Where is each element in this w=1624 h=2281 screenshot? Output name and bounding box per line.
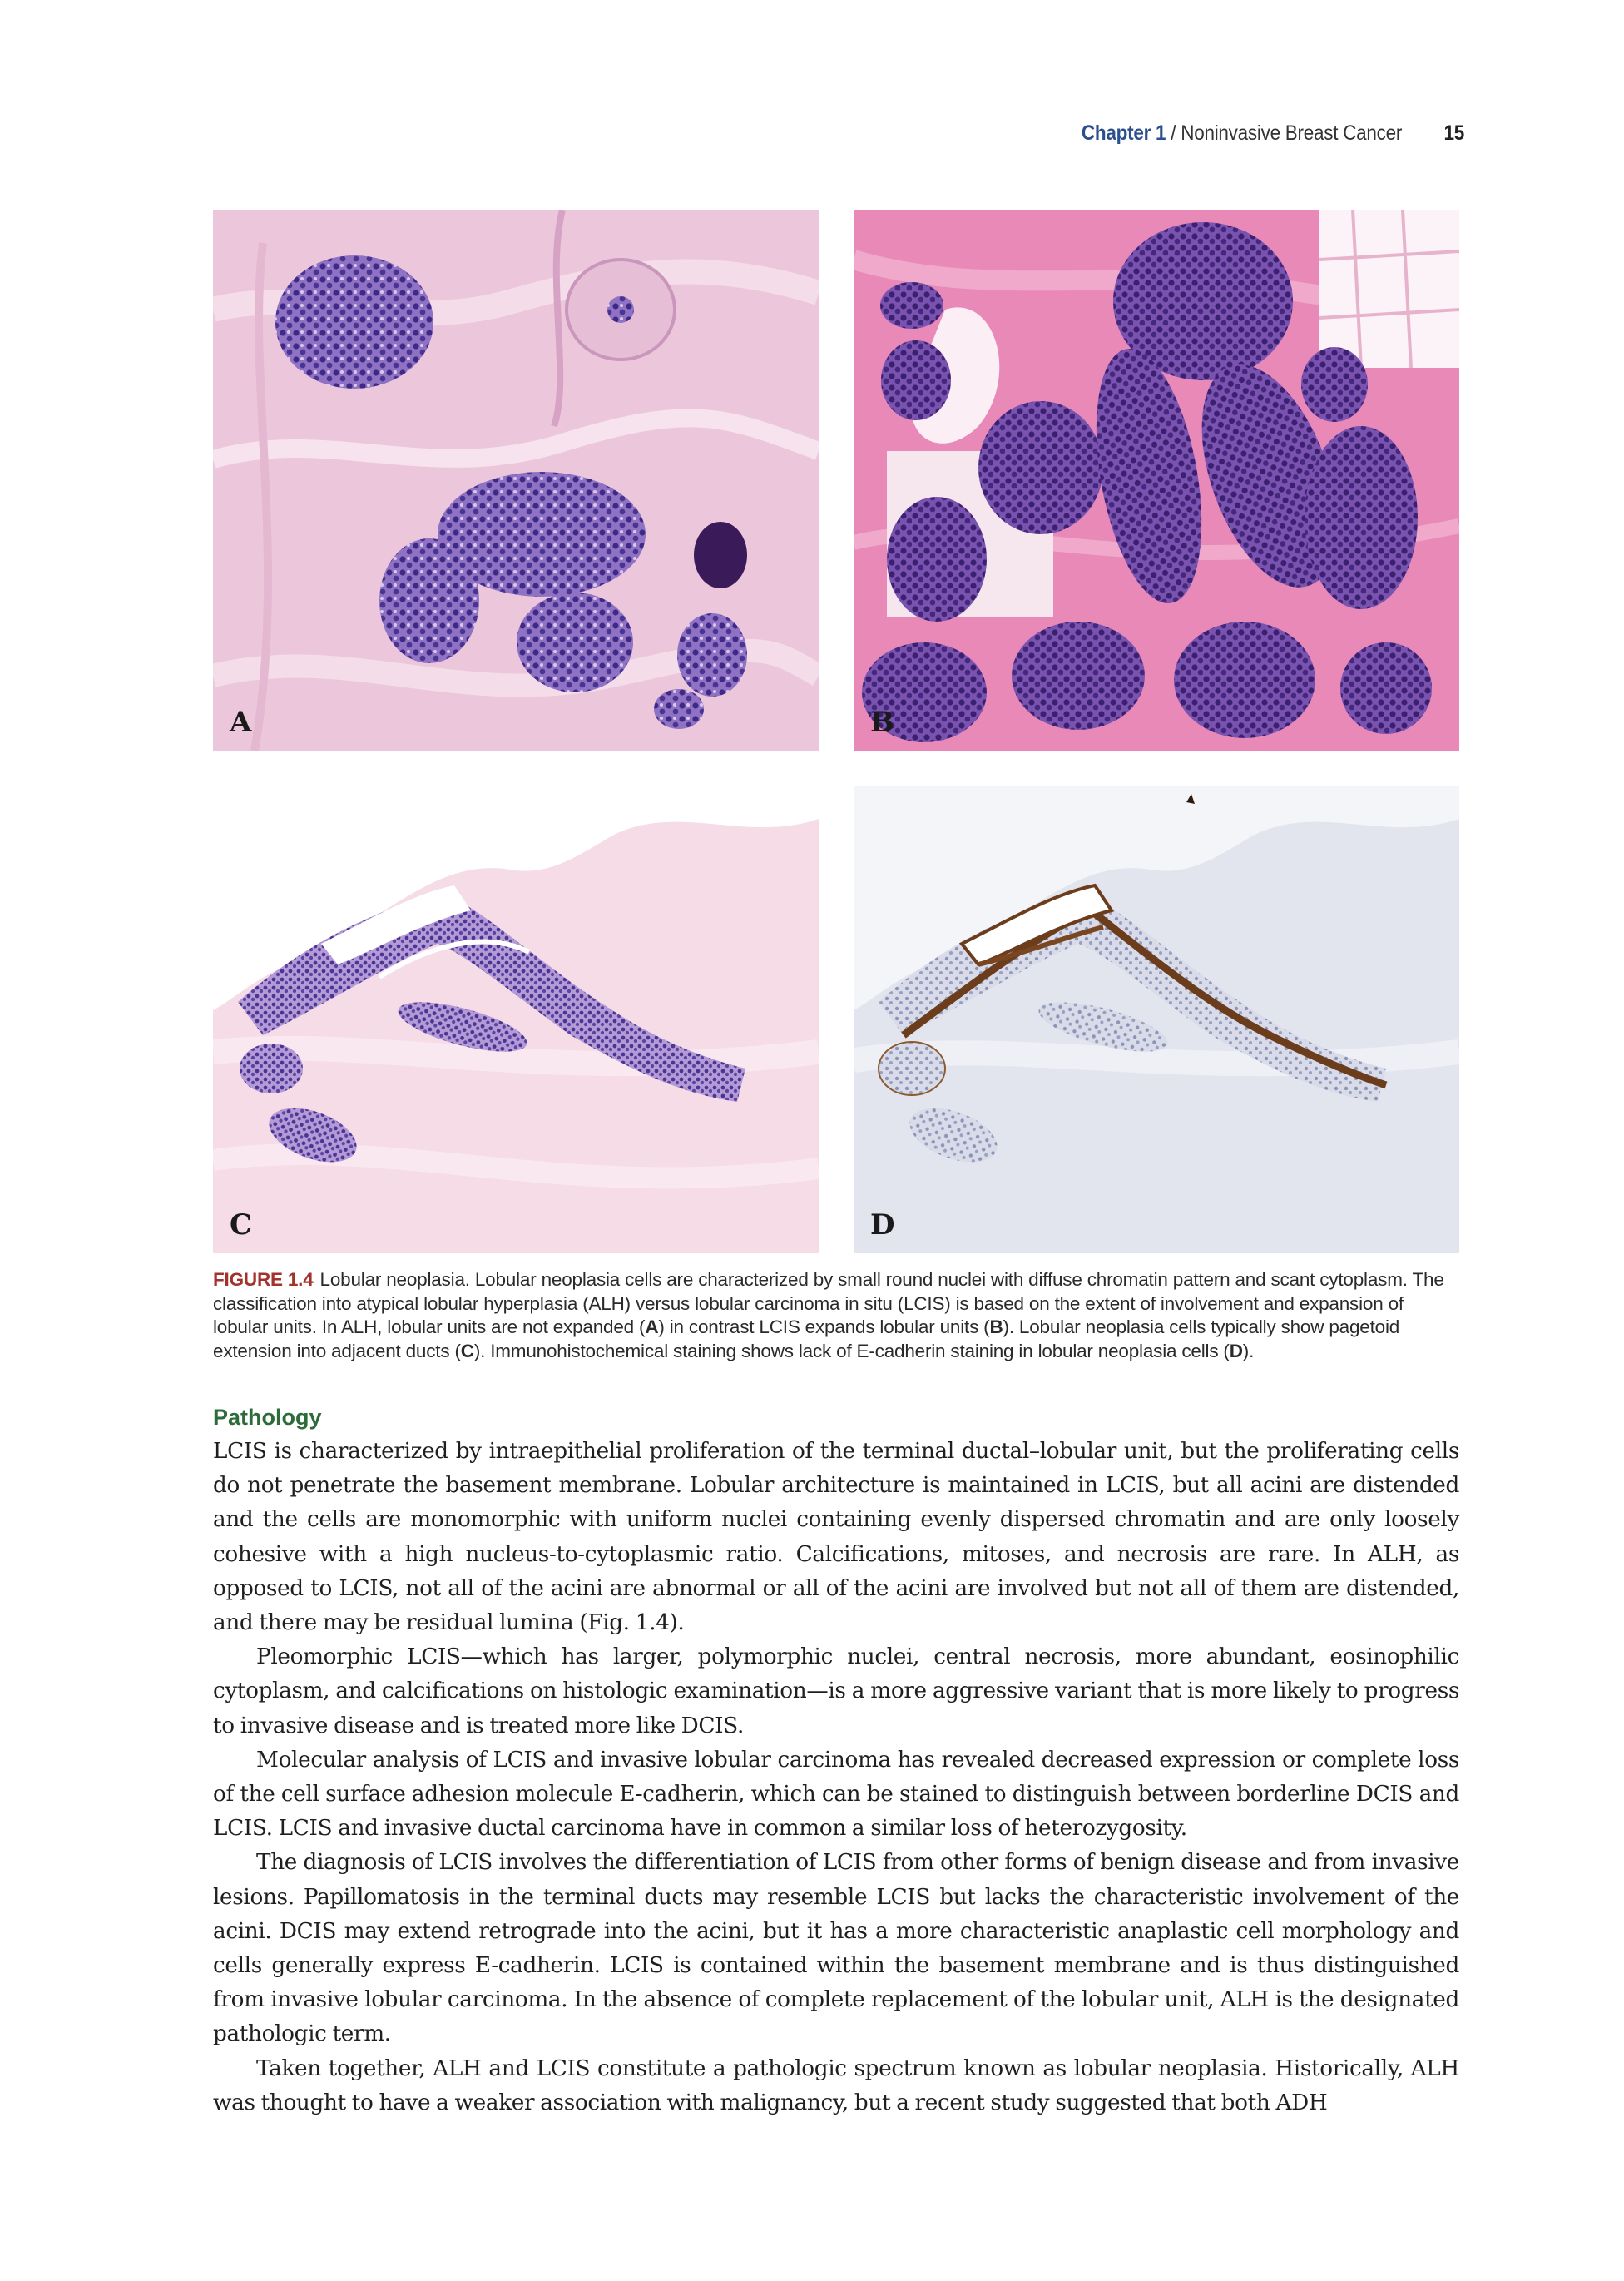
- caption-ref-c: C: [460, 1340, 474, 1361]
- caption-text: Lobular neoplasia. Lobular neoplasia cells are characterized by small round nuclei with diffuse chromatin pattern and scant cytoplasm. The classification into atypical lobular hyperplasia (ALH) versus lobular carcinoma in situ (LCIS) is based on the extent of involvement and expansion of lobular units. In ALH, lobular units are not expanded (: [213, 1269, 1444, 1337]
- caption-text: ). Lobular neoplasia cells typically show pagetoid extension into adjacent ducts (: [213, 1317, 1400, 1361]
- caption-text: ).: [1242, 1340, 1255, 1361]
- paragraph: Taken together, ALH and LCIS constitute a pathologic spectrum known as lobular neoplasia. Historically, ALH was thought to have a weaker association with malignancy, but a recent study suggested that both ADH: [213, 2055, 1459, 2115]
- chapter-title: / Noninvasive Breast Cancer: [1166, 121, 1403, 145]
- caption-ref-d: D: [1229, 1340, 1243, 1361]
- paragraph: Pleomorphic LCIS—which has larger, polymorphic nuclei, central necrosis, more abundant, eosinophilic cytoplasm, and calcifications on histologic examination—is a more aggressive variant that is more likely to progress to invasive disease and is treated more like DCIS.: [213, 1644, 1459, 1738]
- figure-panel-c: [213, 786, 819, 1253]
- body-text: [213, 1435, 1459, 2120]
- panel-letter-c: C: [230, 1208, 253, 1242]
- page-number: 15: [1443, 121, 1464, 145]
- chapter-label: Chapter 1: [1081, 121, 1166, 145]
- micrograph-d: [854, 786, 1459, 1253]
- panel-letter-a: A: [230, 706, 252, 739]
- figure-panel-d: [854, 786, 1459, 1253]
- micrograph-c: [213, 786, 819, 1253]
- paragraph: Molecular analysis of LCIS and invasive lobular carcinoma has revealed decreased expression or complete loss of the cell surface adhesion molecule E-cadherin, which can be stained to distinguish between borderline DCIS and LCIS. LCIS and invasive ductal carcinoma have in common a similar loss of heterozygosity.: [213, 1747, 1459, 1842]
- caption-text: ) in contrast LCIS expands lobular units (: [658, 1317, 990, 1337]
- micrograph-b: [854, 210, 1459, 751]
- paragraph: The diagnosis of LCIS involves the differentiation of LCIS from other forms of benign disease and from invasive lesions. Papillomatosis in the terminal ducts may resemble LCIS but lacks the characteristic involvement of the acini. DCIS may extend retrograde into the acini, but it has a more characteristic anaplastic cell morphology and cells generally express E-cadherin. LCIS is contained within the basement membrane and is thus distinguished from invasive lobular carcinoma. In the absence of complete replacement of the lobular unit, ALH is the designated pathologic term.: [213, 1850, 1459, 2047]
- section-heading: Pathology: [213, 1405, 322, 1430]
- paragraph: LCIS is characterized by intraepithelial proliferation of the terminal ductal–lobular unit, but the proliferating cells do not penetrate the basement membrane. Lobular architecture is maintained in LCIS, but all acini are distended and the cells are monomorphic with uniform nuclei containing evenly dispersed chromatin and are only loosely cohesive with a high nucleus-to-cytoplasmic ratio. Calcifications, mitoses, and necrosis are rare. In ALH, as opposed to LCIS, not all of the acini are abnormal or all of the acini are involved but not all of them are distended, and there may be residual lumina (Fig. 1.4).: [213, 1439, 1459, 1636]
- caption-ref-b: B: [989, 1317, 1003, 1337]
- caption-ref-a: A: [645, 1317, 659, 1337]
- panel-letter-d: D: [870, 1208, 895, 1242]
- figure-panel-a: [213, 210, 819, 751]
- figure-panel-b: [854, 210, 1459, 751]
- micrograph-a: [213, 210, 819, 751]
- figure-caption: [213, 1268, 1459, 1363]
- running-head: [1075, 121, 1464, 146]
- caption-text: ). Immunohistochemical staining shows lack of E-cadherin staining in lobular neoplasia cells (: [473, 1340, 1230, 1361]
- figure-label: FIGURE 1.4: [213, 1269, 314, 1290]
- panel-letter-b: B: [870, 706, 894, 739]
